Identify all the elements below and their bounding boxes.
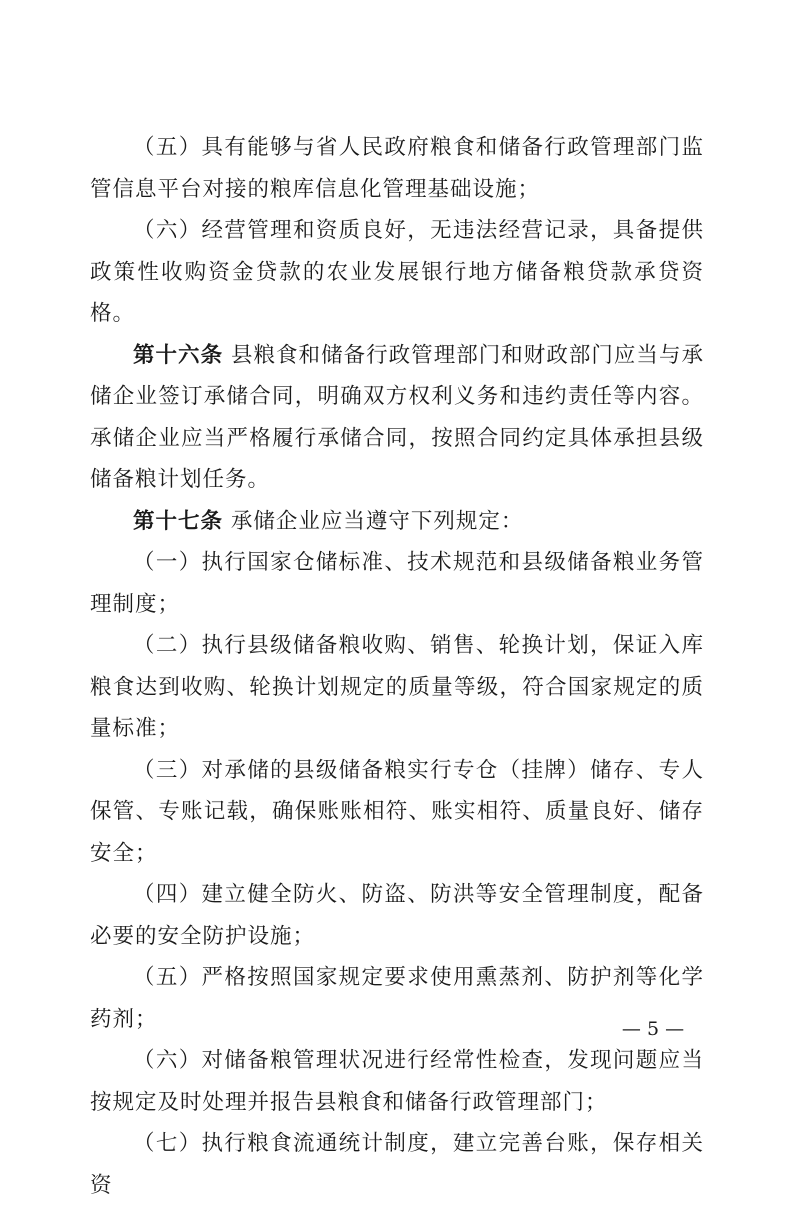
article-heading: 第十七条 <box>133 508 224 534</box>
article-17 <box>90 501 704 543</box>
paragraph-text: （五）严格按照国家规定要求使用熏蒸剂、防护剂等化学药剂； <box>90 965 704 1032</box>
article-16 <box>90 335 704 501</box>
clause-4 <box>90 874 704 957</box>
paragraph-text: （三）对承储的县级储备粮实行专仓（挂牌）储存、专人保管、专账记载，确保账账相符、账实相符、质量良好、储存安全； <box>90 757 704 866</box>
paragraph-1 <box>90 127 704 210</box>
paragraph-text: 县粮食和储备行政管理部门和财政部门应当与承储企业签订承储合同，明确双方权利义务和违约责任等内容。承储企业应当严格履行承储合同，按照合同约定具体承担县级储备粮计划任务。 <box>90 342 704 492</box>
document-body <box>90 127 704 1206</box>
page-number: — 5 — <box>621 1018 685 1040</box>
paragraph-2 <box>90 210 704 335</box>
paragraph-text: （二）执行县级储备粮收购、销售、轮换计划，保证入库粮食达到收购、轮换计划规定的质量等级，符合国家规定的质量标准； <box>90 633 704 741</box>
paragraph-text: 承储企业应当遵守下列规定： <box>223 508 524 534</box>
paragraph-text: （四）建立健全防火、防盗、防洪等安全管理制度，配备必要的安全防护设施； <box>90 882 704 949</box>
clause-3 <box>90 750 704 875</box>
paragraph-text: （六）经营管理和资质良好，无违法经营记录，具备提供政策性收购资金贷款的农业发展银行地方储备粮贷款承贷资格。 <box>90 218 704 326</box>
clause-2 <box>90 625 704 750</box>
paragraph-text: （七）执行粮食流通统计制度，建立完善台账，保存相关资 <box>90 1131 704 1198</box>
clause-7 <box>90 1123 704 1206</box>
paragraph-text: （五）具有能够与省人民政府粮食和储备行政管理部门监管信息平台对接的粮库信息化管理基础设施； <box>90 135 704 202</box>
paragraph-text: （六）对储备粮管理状况进行经常性检查，发现问题应当按规定及时处理并报告县粮食和储备行政管理部门； <box>90 1048 704 1115</box>
paragraph-text: （一）执行国家仓储标准、技术规范和县级储备粮业务管理制度； <box>90 550 704 617</box>
article-heading: 第十六条 <box>133 342 224 368</box>
clause-6 <box>90 1040 704 1123</box>
clause-1 <box>90 542 704 625</box>
